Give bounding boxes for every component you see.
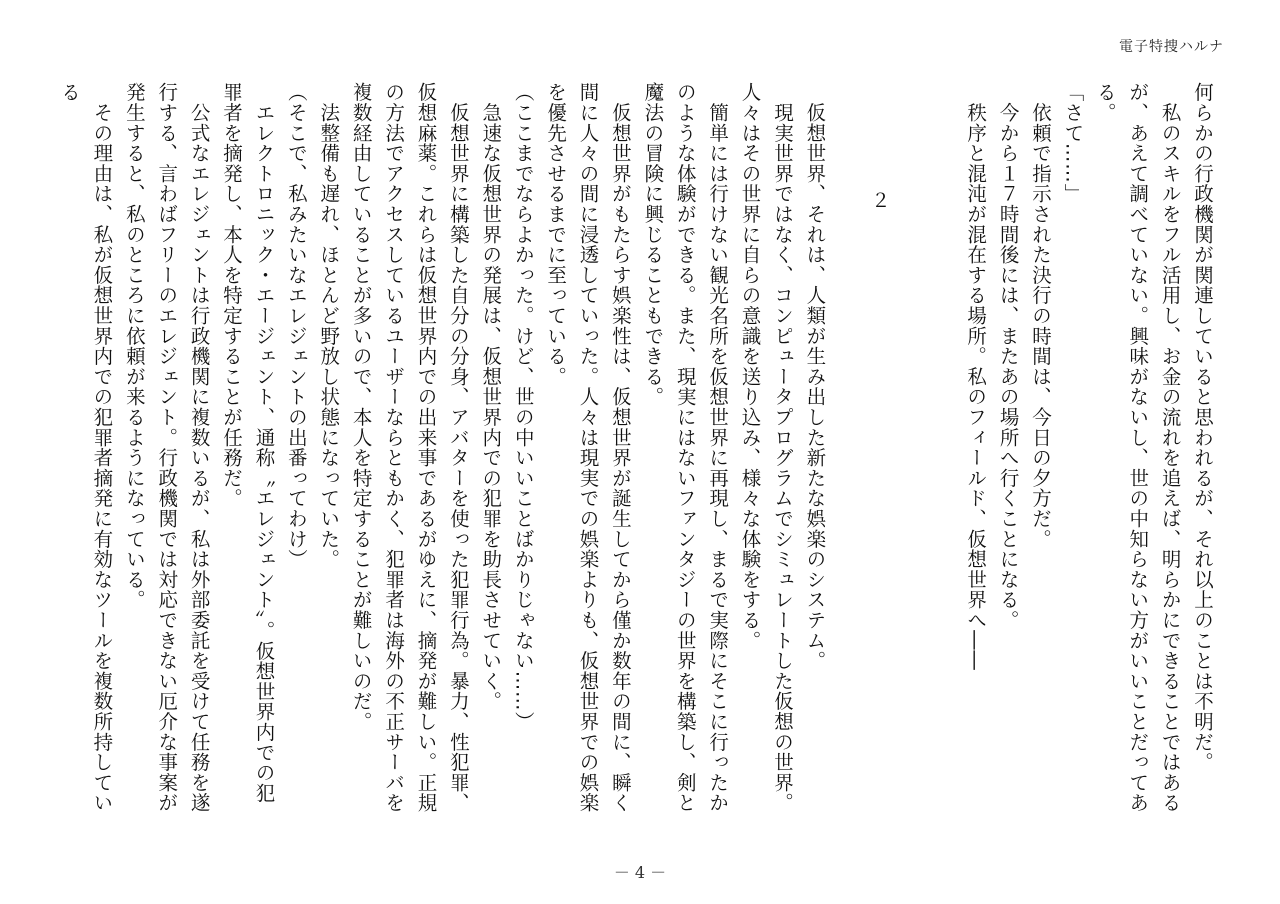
blank-line [830,82,862,822]
document-header-title: 電子特捜ハルナ [1119,39,1224,55]
paragraph: 何らかの行政機関が関連していると思われるが、それ以上のことは不明だ。 [1191,82,1214,773]
paragraph: エレクトロニック・エージェント、通称〝エレジェント〟。仮想世界内での犯罪者を摘発し、本人を特定することが任務だ。 [220,82,276,804]
paragraph: 急速な仮想世界の発展は、仮想世界内での犯罪を助長させていく。 [479,82,503,712]
paragraph: 法整備も遅れ、ほとんど野放し状態になっていた。 [317,82,341,570]
paragraph: 依頼で指示された決行の時間は、今日の夕方だ。 [1028,82,1052,549]
paragraph: 私のスキルをフル活用し、お金の流れを追えば、明らかにできることではあるが、あえて調べていない。興味がないし、世の中知らない方がいいことだってある。 [1093,82,1182,813]
paragraph: 現実世界ではなく、コンピュータプログラムでシミュレートした仮想の世界。人々はその世界に自らの意識を送り込み、様々な体験をする。 [738,82,794,813]
blank-line [895,82,927,822]
paragraph: 秩序と混沌が混在する場所。私のフィールド、仮想世界へ―― [964,82,988,671]
paragraph: 仮想世界、それは、人類が生み出した新たな娯楽のシステム。 [803,82,827,671]
paragraph: 仮想世界に構築した自分の分身、アバターを使った犯罪行為。暴力、性犯罪、仮想麻薬。これらは仮想世界内での出来事であるがゆえに、摘発が難しい。正規の方法でアクセスしているユーザーならともかく、犯罪者は海外の不正サーバを複数経由していることが多いので、本人を特定することが難しいのだ。 [349,82,470,813]
paragraph: 仮想世界がもたらす娯楽性は、仮想世界が誕生してから僅か数年の間に、瞬く間に人々の間に浸透していった。人々は現実での娯楽よりも、仮想世界での娯楽を優先させるまでに至っている。 [544,82,632,813]
blank-line [927,82,959,822]
paragraph: 「さて……」 [1061,82,1085,204]
section-number: ２ [867,190,891,211]
paragraph: 公式なエレジェントは行政機関に複数いるが、私は外部委託を受けて任務を遂行する、言わばフリーのエレジェント。行政機関では対応できない厄介な事案が発生すると、私のところに依頼が来るようになっている。 [122,82,211,813]
paragraph: （そこで、私みたいなエレジェントの出番ってわけ） [284,82,308,570]
vertical-body-text [53,82,1218,822]
paragraph: その理由は、私が仮想世界内での犯罪者摘発に有効なツールを複数所持している [58,82,114,813]
paragraph: （ここまでならよかった。けど、世の中いいことばかりじゃない……） [511,82,535,732]
page-number: － 4 － [613,863,667,882]
paragraph: 簡単には行けない観光名所を仮想世界に再現し、まるで実際にそこに行ったかのような体験ができる。また、現実にはないファンタジーの世界を構築し、剣と魔法の冒険に興じることもできる。 [641,82,730,813]
paragraph: 今から１７時間後には、またあの場所へ行くことになる。 [996,82,1020,631]
